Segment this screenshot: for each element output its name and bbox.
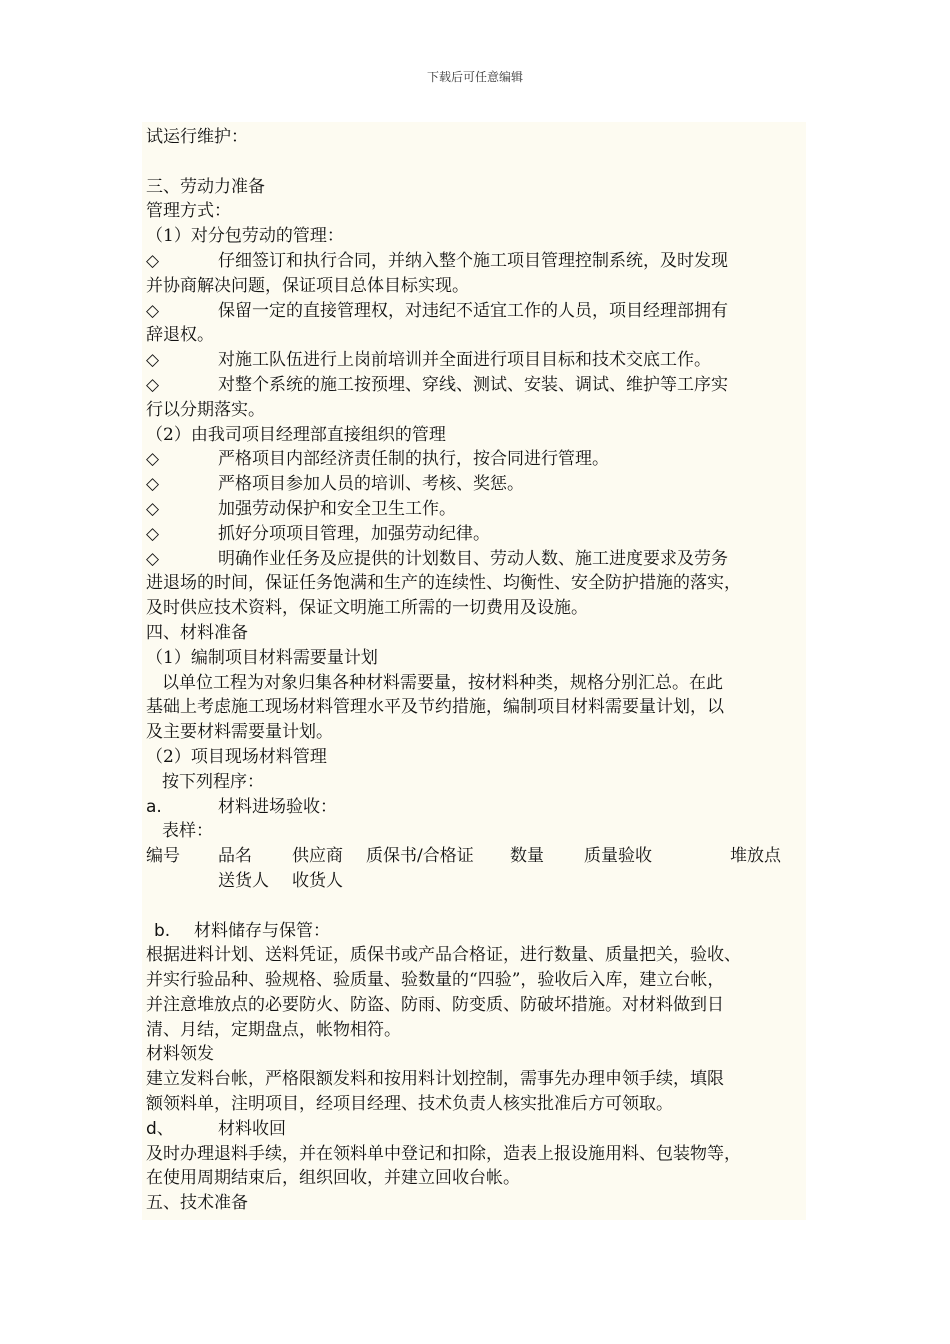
bullet-text: 严格项目内部经济责任制的执行，按合同进行管理。 xyxy=(218,449,609,470)
step-b xyxy=(146,919,806,944)
document-body xyxy=(146,125,806,1216)
table-header-row xyxy=(146,844,806,869)
paragraph-line: 建立发料台帐，严格限额发料和按用料计划控制，需事先办理申领手续，填限 xyxy=(146,1069,724,1090)
diamond-bullet-icon: ◇ xyxy=(146,250,160,271)
diamond-bullet-icon: ◇ xyxy=(146,548,160,569)
text-line: 表样： xyxy=(162,821,213,842)
bullet-text: 对整个系统的施工按预埋、穿线、测试、安装、调试、维护等工序实 xyxy=(218,374,728,395)
paragraph-line: 根据进料计划、送料凭证，质保书或产品合格证，进行数量、质量把关，验收、 xyxy=(146,945,741,966)
bullet-text: 严格项目参加人员的培训、考核、奖惩。 xyxy=(218,474,524,495)
bullet-item xyxy=(146,373,806,398)
table-header-cell: 数量 xyxy=(510,846,544,867)
diamond-bullet-icon: ◇ xyxy=(146,449,160,470)
paragraph-line: 在使用周期结束后，组织回收，并建立回收台帐。 xyxy=(146,1168,520,1189)
diamond-bullet-icon: ◇ xyxy=(146,523,160,544)
blank-line xyxy=(146,894,806,919)
text-line: 管理方式： xyxy=(146,201,231,222)
bullet-item xyxy=(146,472,806,497)
bullet-continuation: 行以分期落实。 xyxy=(146,399,265,420)
bullet-continuation: 辞退权。 xyxy=(146,325,214,346)
section-heading: 三、劳动力准备 xyxy=(146,176,265,197)
step-a xyxy=(146,795,806,820)
bullet-text: 明确作业任务及应提供的计划数目、劳动人数、施工进度要求及劳务 xyxy=(218,548,728,569)
table-header-cell: 堆放点 xyxy=(730,846,781,867)
bullet-text: 加强劳动保护和安全卫生工作。 xyxy=(218,498,456,519)
step-text: 材料储存与保管： xyxy=(194,920,330,941)
step-label: d、 xyxy=(146,1118,174,1139)
diamond-bullet-icon: ◇ xyxy=(146,374,160,395)
table-header-cell: 收货人 xyxy=(292,870,343,891)
step-label: b. xyxy=(154,920,171,941)
bullet-item xyxy=(146,522,806,547)
table-header-cell: 送货人 xyxy=(218,870,269,891)
paragraph-line: 额领料单，注明项目，经项目经理、技术负责人核实批准后方可领取。 xyxy=(146,1094,673,1115)
bullet-item xyxy=(146,299,806,324)
text-line: 按下列程序： xyxy=(162,771,264,792)
diamond-bullet-icon: ◇ xyxy=(146,498,160,519)
step-d xyxy=(146,1117,806,1142)
step-text: 材料进场验收： xyxy=(218,796,337,817)
paragraph-line: 及主要材料需要量计划。 xyxy=(146,722,333,743)
table-header-row-2 xyxy=(146,869,806,894)
paragraph-line: 清、月结，定期盘点，帐物相符。 xyxy=(146,1019,401,1040)
bullet-text: 抓好分项项目管理，加强劳动纪律。 xyxy=(218,523,490,544)
diamond-bullet-icon: ◇ xyxy=(146,350,160,371)
bullet-item xyxy=(146,348,806,373)
table-header-cell: 编号 xyxy=(146,846,180,867)
paragraph-line: 基础上考虑施工现场材料管理水平及节约措施，编制项目材料需要量计划，以 xyxy=(146,697,724,718)
bullet-item xyxy=(146,447,806,472)
sub-heading: （2）由我司项目经理部直接组织的管理 xyxy=(146,424,446,445)
text-line: 材料领发 xyxy=(146,1044,214,1065)
step-text: 材料收回 xyxy=(218,1118,286,1139)
table-header-cell: 品名 xyxy=(218,846,252,867)
bullet-continuation: 并协商解决问题，保证项目总体目标实现。 xyxy=(146,275,469,296)
sub-heading: （1）编制项目材料需要量计划 xyxy=(146,647,378,668)
paragraph-line: 并实行验品种、验规格、验质量、验数量的“四验”，验收后入库，建立台帐， xyxy=(146,970,725,991)
sub-heading: （2）项目现场材料管理 xyxy=(146,746,327,767)
paragraph-line: 并注意堆放点的必要防火、防盗、防雨、防变质、防破坏措施。对材料做到日 xyxy=(146,994,724,1015)
bullet-item xyxy=(146,547,806,572)
table-header-cell: 质保书/合格证 xyxy=(366,846,474,867)
bullet-text: 对施工队伍进行上岗前培训并全面进行项目目标和技术交底工作。 xyxy=(218,350,711,371)
step-label: a. xyxy=(146,796,162,817)
section-heading: 四、材料准备 xyxy=(146,622,248,643)
bullet-continuation: 及时供应技术资料，保证文明施工所需的一切费用及设施。 xyxy=(146,598,588,619)
bullet-text: 保留一定的直接管理权，对违纪不适宜工作的人员，项目经理部拥有 xyxy=(218,300,728,321)
page-header: 下载后可任意编辑 xyxy=(426,70,523,84)
sub-heading: （1）对分包劳动的管理： xyxy=(146,226,344,247)
bullet-continuation: 进退场的时间，保证任务饱满和生产的连续性、均衡性、安全防护措施的落实， xyxy=(146,573,741,594)
table-header-cell: 质量验收 xyxy=(584,846,652,867)
blank-line xyxy=(146,150,806,175)
bullet-text: 仔细签订和执行合同，并纳入整个施工项目管理控制系统，及时发现 xyxy=(218,250,728,271)
diamond-bullet-icon: ◇ xyxy=(146,474,160,495)
diamond-bullet-icon: ◇ xyxy=(146,300,160,321)
section-heading: 五、技术准备 xyxy=(146,1193,248,1214)
paragraph-line: 及时办理退料手续，并在领料单中登记和扣除，造表上报设施用料、包装物等， xyxy=(146,1143,741,1164)
table-header-cell: 供应商 xyxy=(292,846,343,867)
bullet-item xyxy=(146,497,806,522)
bullet-item xyxy=(146,249,806,274)
paragraph-line: 以单位工程为对象归集各种材料需要量，按材料种类，规格分别汇总。在此 xyxy=(162,672,723,693)
text-line: 试运行维护： xyxy=(146,127,248,147)
